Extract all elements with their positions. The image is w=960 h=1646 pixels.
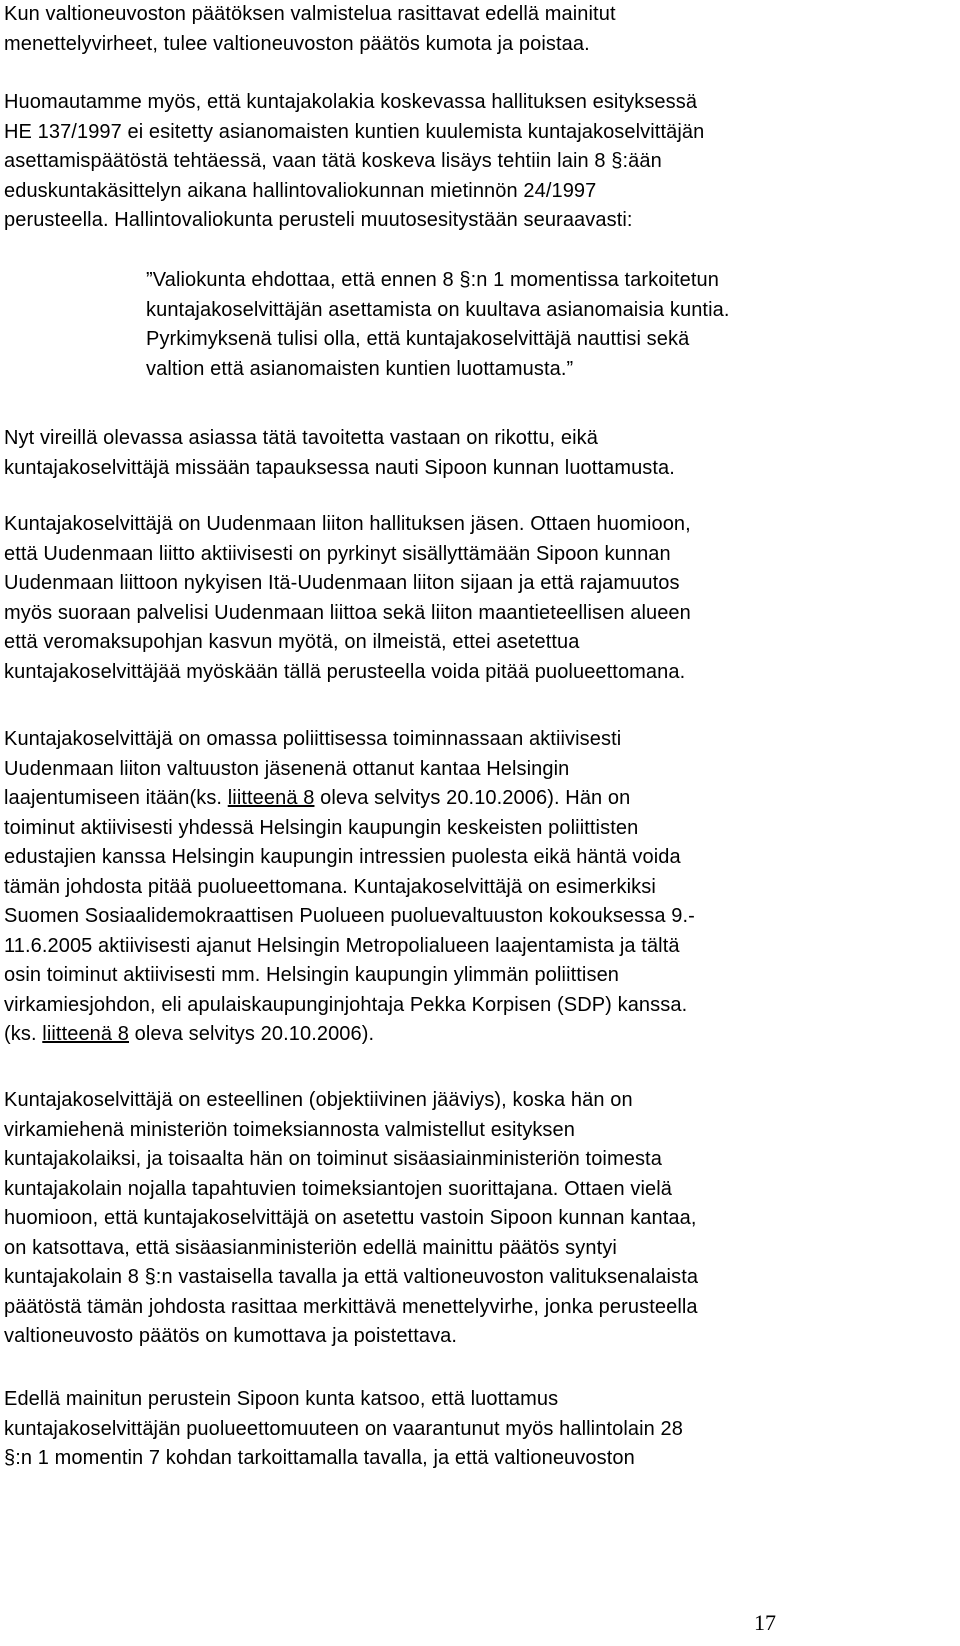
- quote-line: valtion että asianomaisten kuntien luottamusta.”: [146, 357, 574, 380]
- paragraph-line: että veromaksupohjan kasvun myötä, on ilmeistä, ettei asetettua: [4, 631, 580, 653]
- paragraph-line: huomioon, että kuntajakoselvittäjä on asetettu vastoin Sipoon kunnan kantaa,: [4, 1207, 697, 1229]
- quote-line: kuntajakoselvittäjän asettamista on kuultava asianomaisia kuntia.: [146, 298, 730, 321]
- paragraph-line: että Uudenmaan liitto aktiivisesti on pyrkinyt sisällyttämään Sipoon kunnan: [4, 542, 671, 565]
- paragraph-line: toiminut aktiivisesti yhdessä Helsingin kaupungin keskeisten poliittisten: [4, 816, 639, 839]
- paragraph-5: [4, 725, 944, 1050]
- paragraph-line: [4, 1020, 944, 1050]
- attachment-8-link[interactable]: liitteenä 8: [227, 787, 315, 809]
- paragraph-line: Uudenmaan liiton valtuuston jäsenenä ottanut kantaa Helsingin: [4, 757, 570, 780]
- quote-line: ”Valiokunta ehdottaa, että ennen 8 §:n 1 momentissa tarkoitetun: [146, 269, 719, 291]
- paragraph-2: [4, 88, 944, 236]
- paragraph-line: 11.6.2005 aktiivisesti ajanut Helsingin Metropolialueen laajentamista ja tältä: [4, 934, 680, 957]
- paragraph-line: Huomautamme myös, että kuntajakolakia koskevassa hallituksen esityksessä: [4, 91, 698, 113]
- attachment-8-link[interactable]: liitteenä 8: [42, 1023, 129, 1045]
- paragraph-line: eduskuntakäsittelyn aikana hallintovaliokunnan mietinnön 24/1997: [4, 179, 597, 202]
- paragraph-line: perusteella. Hallintovaliokunta perusteli muutosesitystään seuraavasti:: [4, 209, 633, 231]
- paragraph-line: menettelyvirheet, tulee valtioneuvoston päätös kumota ja poistaa.: [4, 32, 590, 55]
- paragraph-line: HE 137/1997 ei esitetty asianomaisten kuntien kuulemista kuntajakoselvittäjän: [4, 120, 705, 143]
- paragraph-line: Kuntajakoselvittäjä on omassa poliittisessa toiminnassaan aktiivisesti: [4, 728, 622, 750]
- paragraph-line: myös suoraan palvelisi Uudenmaan liittoa sekä liiton maantieteellisen alueen: [4, 601, 691, 624]
- paragraph-line: kuntajakolain nojalla tapahtuvien toimeksiantojen suorittajana. Ottaen vielä: [4, 1177, 673, 1200]
- paragraph-line: valtioneuvosto päätös on kumottava ja poistettava.: [4, 1325, 458, 1347]
- paragraph-6: [4, 1086, 944, 1352]
- paragraph-3: [4, 424, 944, 483]
- paragraph-line: osin toiminut aktiivisesti mm. Helsingin kaupungin ylimmän poliittisen: [4, 964, 620, 986]
- paragraph-7: [4, 1385, 944, 1474]
- paragraph-line: Kuntajakoselvittäjä on Uudenmaan liiton hallituksen jäsen. Ottaen huomioon,: [4, 513, 691, 535]
- quote-line: Pyrkimyksenä tulisi olla, että kuntajakoselvittäjä nauttisi sekä: [146, 328, 690, 350]
- paragraph-line: Kun valtioneuvoston päätöksen valmistelua rasittavat edellä mainitut: [4, 3, 616, 25]
- paragraph-line: kuntajakoselvittäjän puolueettomuuteen on vaarantunut myös hallintolain 28: [4, 1417, 683, 1440]
- paragraph-line: Nyt vireillä olevassa asiassa tätä tavoitetta vastaan on rikottu, eikä: [4, 427, 598, 449]
- paragraph-line: Edellä mainitun perustein Sipoon kunta katsoo, että luottamus: [4, 1388, 559, 1410]
- paragraph-line: [4, 784, 944, 814]
- page-number: 17: [754, 1610, 776, 1635]
- paragraph-line: asettamispäätöstä tehtäessä, vaan tätä koskeva lisäys tehtiin lain 8 §:ään: [4, 150, 662, 172]
- paragraph-4: [4, 510, 944, 687]
- text-segment: oleva selvitys 20.10.2006).: [129, 1023, 375, 1045]
- text-segment: laajentumiseen itään(ks.: [4, 787, 228, 809]
- paragraph-line: Uudenmaan liittoon nykyisen Itä-Uudenmaan liiton sijaan ja että rajamuutos: [4, 572, 680, 594]
- text-segment: oleva selvitys 20.10.2006). Hän on: [314, 787, 631, 809]
- paragraph-line: kuntajakoselvittäjä missään tapauksessa nauti Sipoon kunnan luottamusta.: [4, 456, 675, 479]
- paragraph-1: [4, 0, 944, 59]
- paragraph-line: §:n 1 momentin 7 kohdan tarkoittamalla tavalla, ja että valtioneuvoston: [4, 1447, 635, 1469]
- text-segment: (ks.: [4, 1023, 43, 1045]
- paragraph-line: Kuntajakoselvittäjä on esteellinen (objektiivinen jääviys), koska hän on: [4, 1089, 633, 1111]
- paragraph-line: kuntajakoselvittäjää myöskään tällä perusteella voida pitää puolueettomana.: [4, 660, 686, 683]
- paragraph-line: on katsottava, että sisäasianministeriön edellä mainittu päätös syntyi: [4, 1236, 617, 1259]
- paragraph-line: Suomen Sosiaalidemokraattisen Puolueen puoluevaltuuston kokouksessa 9.-: [4, 905, 695, 927]
- paragraph-line: kuntajakolaiksi, ja toisaalta hän on toiminut sisäasiainministeriön toimesta: [4, 1148, 662, 1170]
- block-quote: [4, 266, 946, 384]
- paragraph-line: virkamiehenä ministeriön toimeksiannosta valmistellut esityksen: [4, 1118, 575, 1141]
- paragraph-line: tämän johdosta pitää puolueettomana. Kuntajakoselvittäjä on esimerkiksi: [4, 875, 656, 898]
- paragraph-line: kuntajakolain 8 §:n vastaisella tavalla ja että valtioneuvoston valituksenalaista: [4, 1266, 699, 1288]
- paragraph-line: edustajien kanssa Helsingin kaupungin intressien puolesta eikä häntä voida: [4, 846, 681, 868]
- paragraph-line: päätöstä tämän johdosta rasittaa merkittävä menettelyvirhe, jonka perusteella: [4, 1295, 698, 1318]
- paragraph-line: virkamiesjohdon, eli apulaiskaupunginjohtaja Pekka Korpisen (SDP) kanssa.: [4, 993, 688, 1016]
